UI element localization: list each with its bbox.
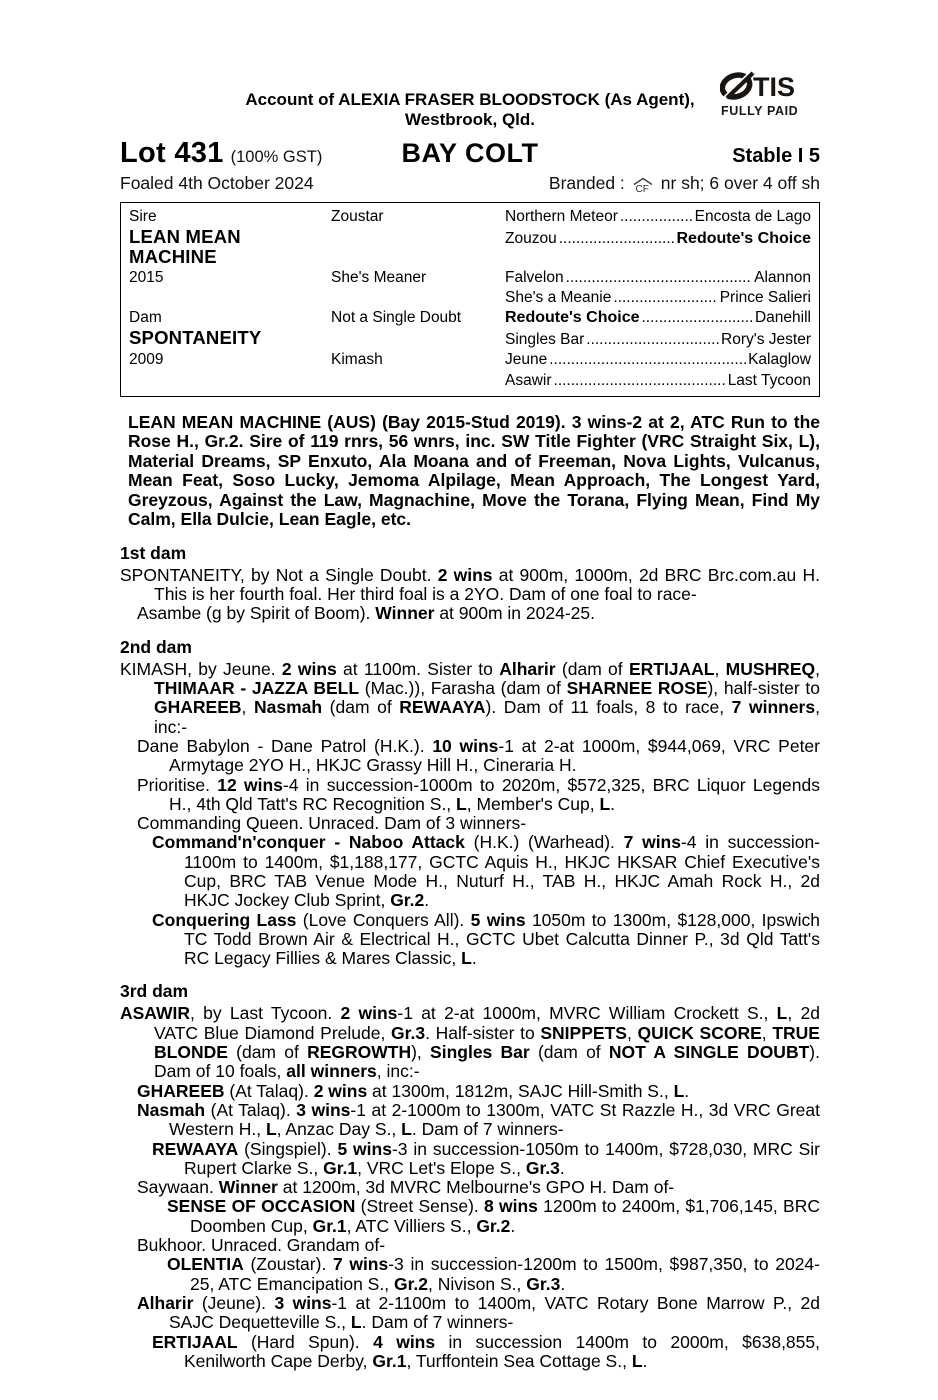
- dot-leader: [566, 268, 753, 288]
- pedigree-cell-parent: Zoustar: [331, 208, 384, 225]
- brand-mark-icon: [630, 177, 656, 195]
- catalogue-page: [120, 0, 820, 1371]
- pedigree-cell-ancestors: [505, 371, 811, 391]
- ancestor-name: Prince Salieri: [719, 288, 811, 306]
- branded-label: Branded :: [548, 173, 625, 193]
- pedigree-row: [129, 268, 811, 288]
- pedigree-table: [120, 202, 820, 397]
- lot-number: Lot 431: [120, 137, 224, 169]
- dot-leader: [613, 288, 717, 308]
- pedigree-paragraph: Bukhoor. Unraced. Grandam of-: [137, 1235, 386, 1256]
- pedigree-paragraph: Saywaan. Winner at 1200m, 3d MVRC Melbourne's GPO H. Dam of-: [137, 1177, 675, 1198]
- pedigree-cell-parent: Not a Single Doubt: [331, 309, 462, 327]
- pedigree-cell-main: 2015: [129, 268, 164, 286]
- pedigree-paragraph: Commanding Queen. Unraced. Dam of 3 winners-: [137, 813, 527, 834]
- pedigree-paragraph: Asambe (g by Spirit of Boom). Winner at 900m in 2024-25.: [137, 603, 595, 624]
- pedigree-row: [129, 288, 811, 308]
- pedigree-row: [129, 207, 811, 227]
- lot-left: [120, 137, 401, 170]
- ancestor-name: Northern Meteor: [505, 208, 618, 225]
- ancestor-name: Kalaglow: [748, 351, 811, 369]
- pedigree-row: [129, 371, 811, 391]
- ancestor-name: Jeune: [505, 351, 548, 369]
- dot-leader: [620, 207, 693, 227]
- horse-title: BAY COLT: [401, 138, 539, 168]
- lot-row: [120, 137, 820, 170]
- pedigree-cell-ancestors: [505, 207, 811, 227]
- dot-leader: [549, 350, 746, 370]
- ancestor-name: Falvelon: [505, 268, 564, 286]
- foaled-branded-row: [120, 173, 820, 194]
- qtis-logo-text: TIS: [753, 72, 796, 102]
- pedigree-cell-ancestors: [505, 350, 811, 370]
- ancestor-name: Last Tycoon: [727, 371, 811, 389]
- section-heading: 3rd dam: [120, 981, 189, 1002]
- stable-position: Stable I 5: [732, 145, 820, 167]
- pedigree-paragraph: KIMASH, by Jeune. 2 wins at 1100m. Sister to Alharir (dam of ERTIJAAL, MUSHREQ, THIMAAR - JAZZA BELL (Mac.)), Farasha (dam of SHARNEE ROSE), half-sister to GHAREEB, Nasmah (dam of REWAAYA). Dam of 11 foals, 8 to race, 7 winners, inc:-: [120, 658, 820, 737]
- branded-info: [549, 173, 820, 194]
- pedigree-paragraph: Command'n'conquer - Naboo Attack (H.K.) (Warhead). 7 wins-4 in succession-1100m to 1400m, $1,188,177, GCTC Aquis H., HKJC HKSAR Chief Executive's Cup, BRC TAB Venue Mode H., Nuturf H., TAB H., HKJC Amah Rock H., 2d HKJC Jockey Club Sprint, Gr.2.: [152, 832, 821, 911]
- pedigree-row: [129, 350, 811, 370]
- branded-description: nr sh; 6 over 4 off sh: [660, 173, 820, 193]
- ancestor-name: Redoute's Choice: [676, 230, 811, 248]
- ancestor-name: Singles Bar: [505, 331, 585, 349]
- ancestor-name: Alannon: [754, 268, 811, 286]
- pedigree-paragraph: Prioritise. 12 wins-4 in succession-1000m to 2020m, $572,325, BRC Liquor Legends H., 4th Qld Tatt's RC Recognition S., L, Member's Cup, L.: [137, 774, 820, 814]
- pedigree-paragraph: Conquering Lass (Love Conquers All). 5 wins 1050m to 1300m, $128,000, Ipswich TC Todd Brown Air & Electrical H., GCTC Ubet Calcutta Dinner P., 3d Qld Tatt's RC Legacy Fillies & Mares Classic, L.: [152, 909, 820, 969]
- pedigree-paragraph: SENSE OF OCCASION (Street Sense). 8 wins 1200m to 2400m, $1,706,145, BRC Doomben Cup, Gr.1, ATC Villiers S., Gr.2.: [167, 1196, 820, 1236]
- pedigree-sections: [120, 543, 820, 1371]
- ancestor-name: Encosta de Lago: [694, 208, 811, 225]
- dot-leader: [586, 330, 719, 350]
- sire-summary: LEAN MEAN MACHINE (AUS) (Bay 2015-Stud 2019). 3 wins-2 at 2, ATC Run to the Rose H., Gr.2. Sire of 119 rnrs, 56 wnrs, inc. SW Title Fighter (VRC Straight Six, L), Material Dreams, SP Enxuto, Ala Moana and of Freeman, Nova Lights, Vulcanus, Mean Feat, Soso Lucky, Jemoma Alpilage, Mean Approach, The Longest Yard, Greyzous, Against the Law, Magnachine, Move the Torana, Flying Mean, Find My Calm, Ella Dulcie, Lean Eagle, etc.: [128, 411, 820, 530]
- pedigree-paragraph: OLENTIA (Zoustar). 7 wins-3 in succession-1200m to 1500m, $987,350, to 2024-25, ATC Emancipation S., Gr.2, Nivison S., Gr.3.: [167, 1254, 820, 1294]
- dot-leader: [559, 229, 675, 249]
- pedigree-paragraph: Alharir (Jeune). 3 wins-1 at 2-1100m to 1400m, VATC Rotary Bone Marrow P., 2d SAJC Dequetteville S., L. Dam of 7 winners-: [137, 1292, 820, 1333]
- foaled-date: Foaled 4th October 2024: [120, 173, 314, 193]
- pedigree-cell-parent: Kimash: [331, 351, 383, 369]
- vendor-account-line2: Westbrook, Qld.: [404, 110, 536, 129]
- dot-leader: [554, 371, 726, 391]
- pedigree-paragraph: ERTIJAAL (Hard Spun). 4 wins in succession 1400m to 2000m, $638,855, Kenilworth Cape Derby, Gr.1, Turffontein Sea Cottage S., L.: [152, 1331, 820, 1371]
- section-heading: 2nd dam: [120, 636, 192, 657]
- pedigree-paragraph: ASAWIR, by Last Tycoon. 2 wins-1 at 2-at 1000m, MVRC William Crockett S., L, 2d VATC Blue Diamond Prelude, Gr.3. Half-sister to SNIPPETS, QUICK SCORE, TRUE BLONDE (dam of REGROWTH), Singles Bar (dam of NOT A SINGLE DOUBT). Dam of 10 foals, all winners, inc:-: [120, 1003, 820, 1082]
- pedigree-cell-ancestors: [505, 330, 811, 350]
- ancestor-name: Redoute's Choice: [505, 309, 640, 327]
- pedigree-row: [129, 308, 811, 328]
- pedigree-row: [129, 227, 811, 267]
- brand-mark-letters: CF: [635, 184, 649, 195]
- ancestor-name: Danehill: [754, 309, 811, 327]
- dot-leader: [642, 308, 753, 328]
- vendor-account-line1: Account of ALEXIA FRASER BLOODSTOCK (As Agent),: [245, 90, 695, 109]
- pedigree-cell-main: LEAN MEAN MACHINE: [129, 226, 241, 268]
- pedigree-paragraph: Nasmah (At Talaq). 3 wins-1 at 2-1000m to 1300m, VATC St Razzle H., 3d VRC Great Western H., L, Anzac Day S., L. Dam of 7 winners-: [137, 1099, 820, 1140]
- ancestor-name: Rory's Jester: [721, 331, 811, 349]
- pedigree-cell-main: 2009: [129, 351, 164, 369]
- pedigree-paragraph: REWAAYA (Singspiel). 5 wins-3 in succession-1050m to 1400m, $728,030, MRC Sir Rupert Clarke S., Gr.1, VRC Let's Elope S., Gr.3.: [152, 1138, 820, 1178]
- pedigree-cell-main: Dam: [129, 309, 162, 327]
- pedigree-paragraph: Dane Babylon - Dane Patrol (H.K.). 10 wins-1 at 2-at 1000m, $944,069, VRC Peter Armytage 2YO H., HKJC Grassy Hill H., Cineraria H.: [137, 735, 820, 776]
- pedigree-cell-main: Sire: [129, 208, 157, 225]
- ancestor-name: She's a Meanie: [505, 288, 612, 306]
- pedigree-cell-main: SPONTANEITY: [129, 327, 262, 349]
- gst-note: (100% GST): [230, 148, 323, 166]
- pedigree-paragraph: SPONTANEITY, by Not a Single Doubt. 2 wins at 900m, 1000m, 2d BRC Brc.com.au H. This is her fourth foal. Her third foal is a 2YO. Dam of one foal to race-: [120, 564, 820, 605]
- pedigree-cell-ancestors: [505, 268, 811, 288]
- pedigree-cell-parent: She's Meaner: [331, 268, 427, 286]
- pedigree-cell-ancestors: [505, 288, 811, 308]
- section-heading: 1st dam: [120, 542, 187, 563]
- pedigree-row: [129, 328, 811, 350]
- ancestor-name: Asawir: [505, 371, 552, 389]
- pedigree-cell-ancestors: [505, 229, 811, 249]
- qtis-logo-tagline: FULLY PAID: [721, 104, 799, 118]
- pedigree-paragraph: GHAREEB (At Talaq). 2 wins at 1300m, 1812m, SAJC Hill-Smith S., L.: [137, 1080, 690, 1101]
- pedigree-cell-ancestors: [505, 308, 811, 328]
- vendor-account: [120, 90, 820, 130]
- ancestor-name: Zouzou: [505, 230, 557, 248]
